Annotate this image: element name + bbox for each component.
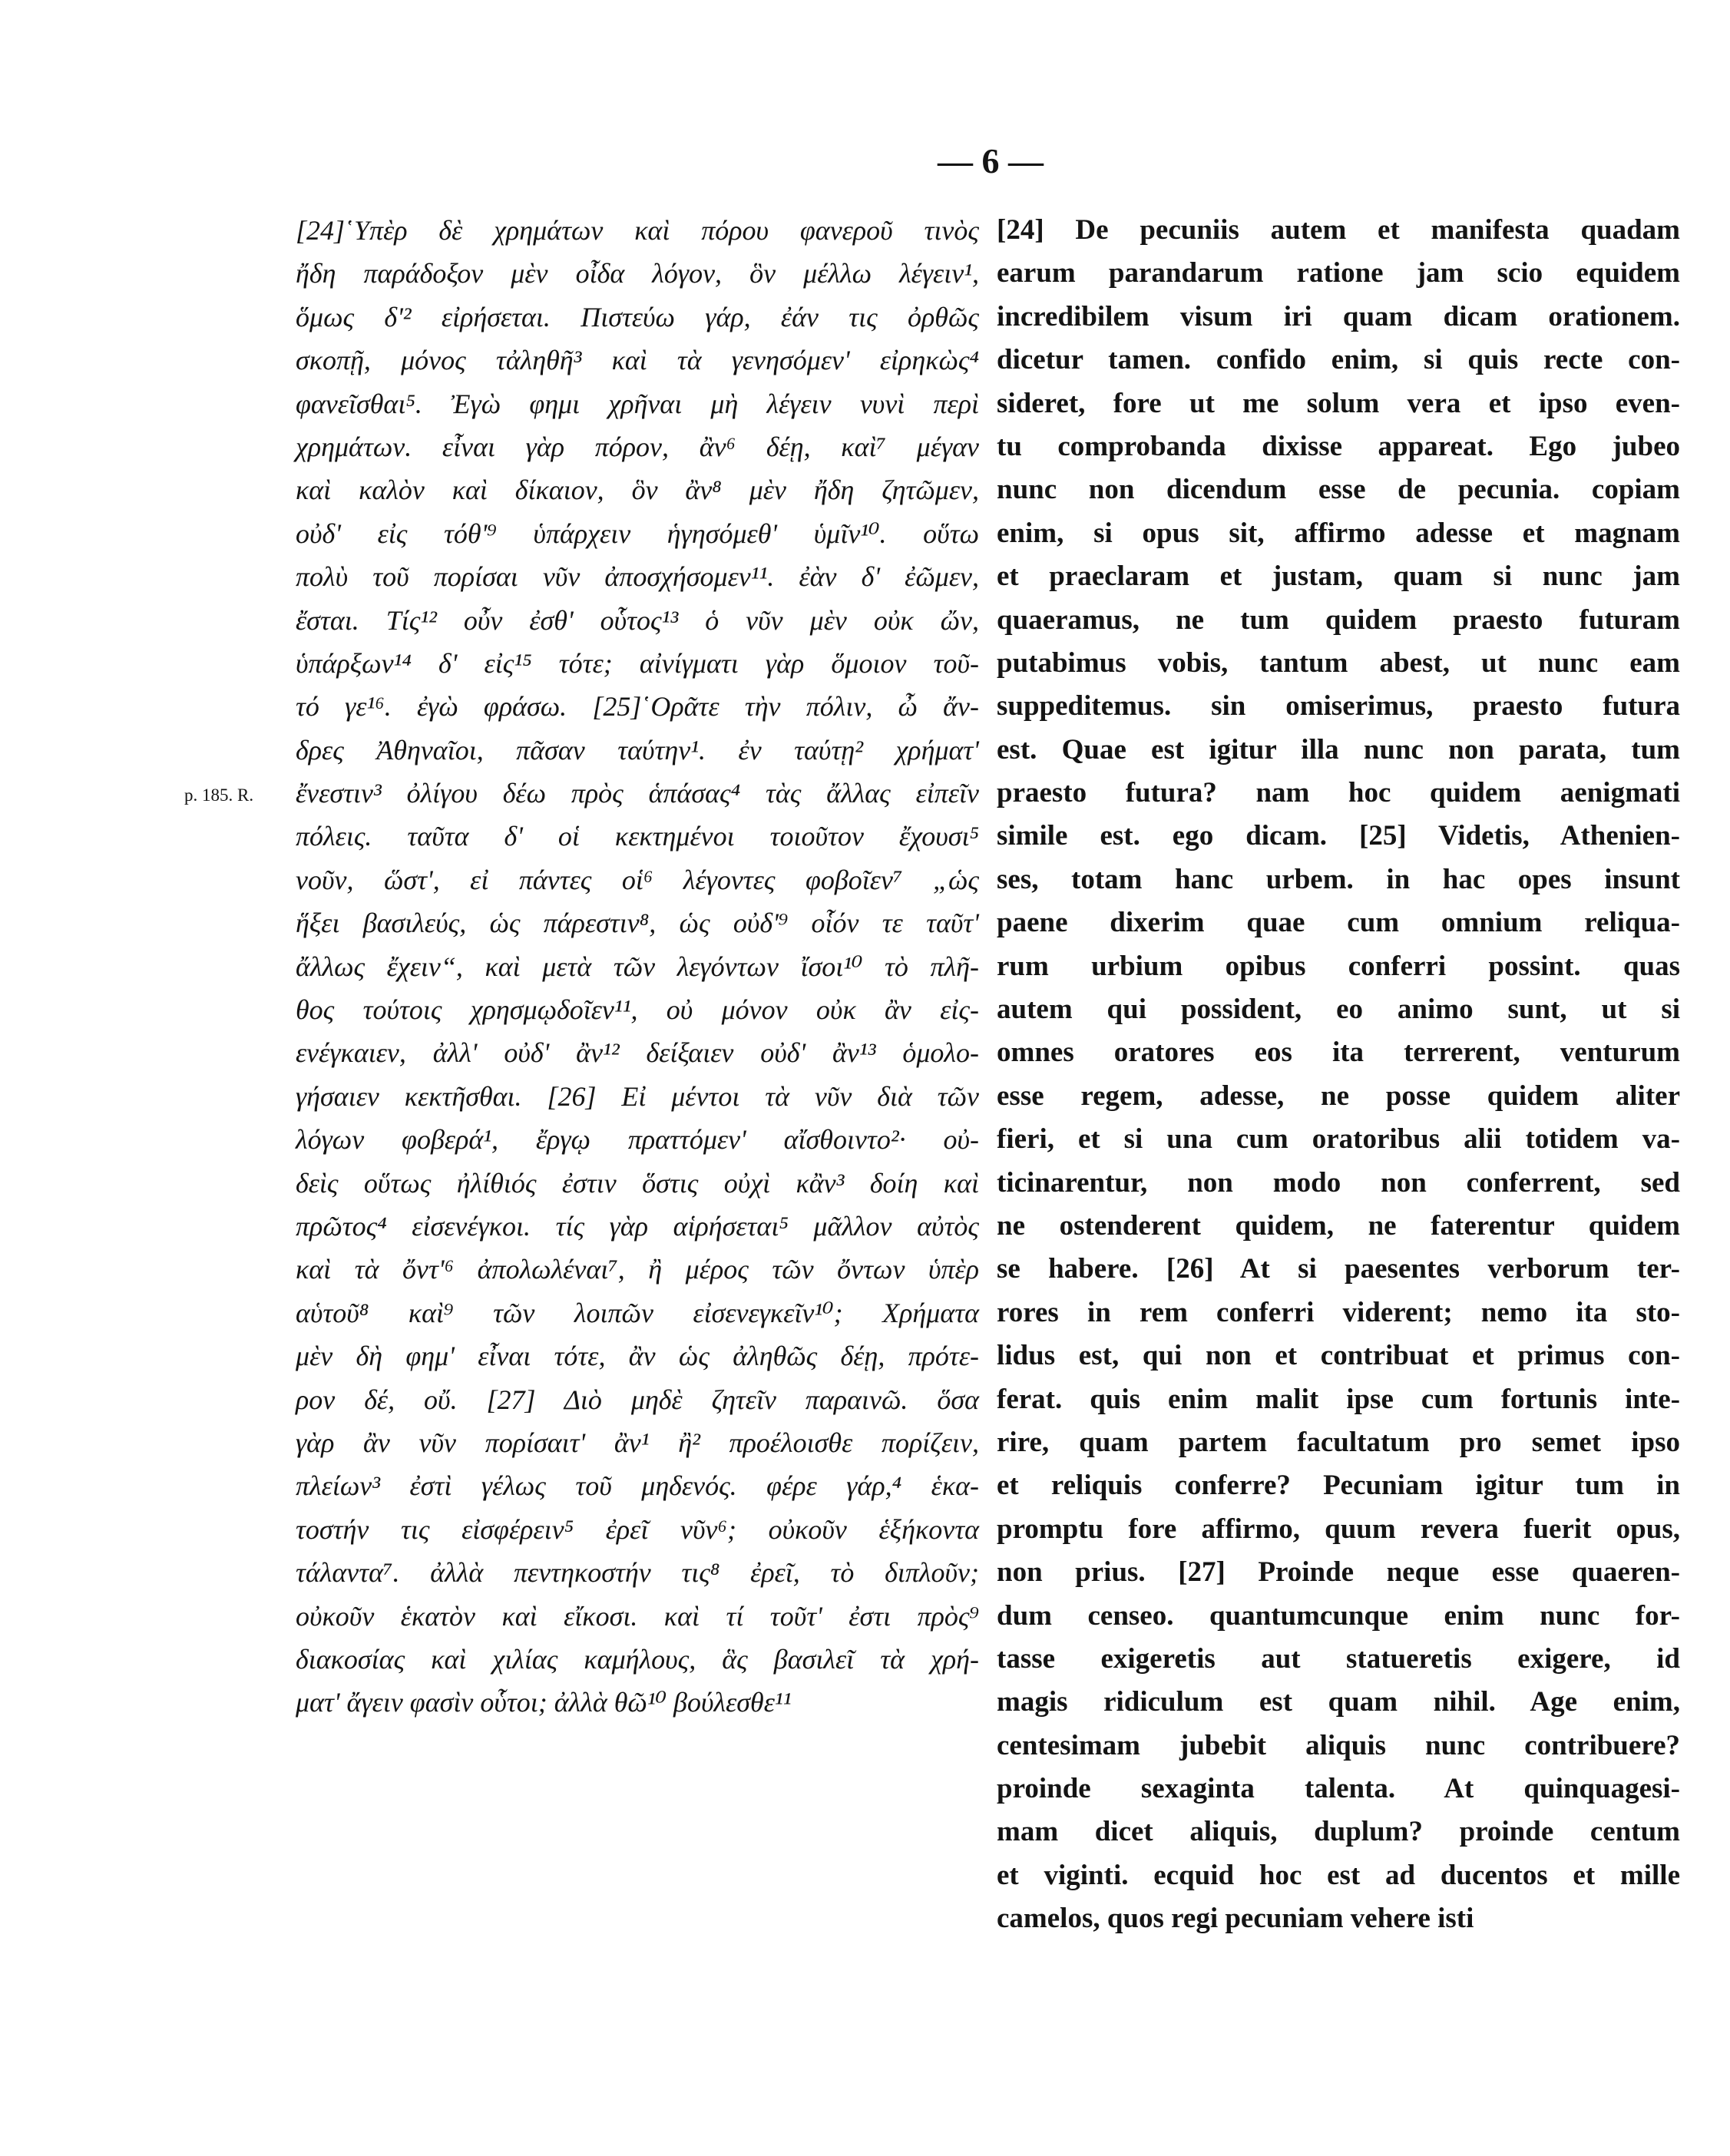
text-line: χρημάτων. εἶναι γὰρ πόρον, ἂν⁶ δέῃ, καὶ⁷ μέγαν: [296, 431, 979, 462]
text-line: μὲν δὴ φημ' εἶναι τότε, ἂν ὡς ἀληθῶς δέῃ, πρότε-: [296, 1341, 979, 1372]
text-line: sideret, fore ut me solum vera et ipso even-: [997, 387, 1680, 419]
text-line: ὅμως δ'² εἰρήσεται. Πιστεύω γάρ, ἐάν τις ὀρθῶς: [296, 301, 979, 332]
text-line: πολὺ τοῦ πορίσαι νῦν ἀποσχήσομεν¹¹. ἐὰν δ' ἐῶμεν,: [296, 561, 979, 593]
text-line: nunc non dicendum esse de pecunia. copiam: [997, 474, 1680, 506]
text-line: γὰρ ἂν νῦν πορίσαιτ' ἂν¹ ἢ² προέλοισθε πορίζειν,: [296, 1427, 979, 1458]
text-line: τό γε¹⁶. ἐγὼ φράσω. [25]῾Ορᾶτε τὴν πόλιν, ὦ ἄν-: [296, 691, 979, 723]
text-line: ενέγκαιεν, ἀλλ' οὐδ' ἂν¹² δείξαιεν οὐδ' ἂν¹³ ὁμολο-: [296, 1037, 979, 1069]
text-line: rire, quam partem facultatum pro semet ipso: [997, 1426, 1680, 1458]
text-line: οὐδ' εἰς τόθ'⁹ ὑπάρχειν ἡγησόμεθ' ὑμῖν¹⁰. οὕτω: [296, 518, 979, 549]
text-line: lidus est, qui non et contribuat et primus con-: [997, 1340, 1680, 1372]
text-line: simile est. ego dicam. [25] Videtis, Athenien-: [997, 820, 1680, 852]
text-line: magis ridiculum est quam nihil. Age enim,: [997, 1686, 1680, 1718]
text-line: ne ostenderent quidem, ne faterentur quidem: [997, 1209, 1680, 1242]
text-line: esse regem, adesse, ne posse quidem aliter: [997, 1080, 1680, 1112]
text-line: fieri, et si una cum oratoribus alii totidem va-: [997, 1123, 1680, 1156]
text-line: promptu fore affirmo, quum revera fuerit opus,: [997, 1513, 1680, 1545]
text-line: et praeclaram et justam, quam si nunc jam: [997, 560, 1680, 593]
text-line: οὐκοῦν ἑκατὸν καὶ εἴκοσι. καὶ τί τοῦτ' ἐστι πρὸς⁹: [296, 1600, 979, 1632]
text-line: ἄλλως ἔχειν“, καὶ μετὰ τῶν λεγόντων ἴσοι¹⁰ τὸ πλῆ-: [296, 951, 979, 982]
text-line: ἔνεστιν³ ὀλίγου δέω πρὸς ἁπάσας⁴ τὰς ἄλλας εἰπεῖν: [296, 778, 979, 809]
text-line: suppeditemus. sin omiserimus, praesto futura: [997, 690, 1680, 723]
text-line: camelos, quos regi pecuniam vehere isti: [997, 1903, 1474, 1935]
text-line: [24] De pecuniis autem et manifesta quadam: [997, 214, 1680, 246]
greek-text-column: [296, 209, 979, 1724]
text-line: enim, si opus sit, affirmo adesse et magnam: [997, 517, 1680, 549]
text-line: ἔσται. Τίς¹² οὖν ἐσθ' οὗτος¹³ ὁ νῦν μὲν οὐκ ὤν,: [296, 604, 979, 636]
text-line: δεὶς οὕτως ἠλίθιός ἐστιν ὅστις οὐχὶ κἂν³ δοίη καὶ: [296, 1167, 979, 1199]
text-line: ὑπάρξων¹⁴ δ' εἰς¹⁵ τότε; αἰνίγματι γὰρ ὅμοιον τοῦ-: [296, 647, 979, 679]
text-line: et reliquis conferre? Pecuniam igitur tum in: [997, 1470, 1680, 1502]
text-line: se habere. [26] At si paesentes verborum ter-: [997, 1253, 1680, 1285]
text-line: praesto futura? nam hoc quidem aenigmati: [997, 777, 1680, 809]
text-line: non prius. [27] Proinde neque esse quaeren-: [997, 1556, 1680, 1589]
text-line: rum urbium opibus conferri possint. quas: [997, 950, 1680, 982]
text-line: πλείων³ ἐστὶ γέλως τοῦ μηδενός. φέρε γάρ,⁴ ἑκα-: [296, 1470, 979, 1502]
text-line: νοῦν, ὥστ', εἰ πάντες οἱ⁶ λέγοντες φοβοῖεν⁷ „ὡς: [296, 864, 979, 895]
text-line: ses, totam hanc urbem. in hac opes insunt: [997, 863, 1680, 895]
text-line: putabimus vobis, tantum abest, ut nunc eam: [997, 646, 1680, 679]
text-line: καὶ καλὸν καὶ δίκαιον, ὃν ἂν⁸ μὲν ἤδη ζητῶμεν,: [296, 475, 979, 506]
text-line: dum censeo. quantumcunque enim nunc for-: [997, 1599, 1680, 1632]
text-line: αὑτοῦ⁸ καὶ⁹ τῶν λοιπῶν εἰσενεγκεῖν¹⁰; Χρήματα: [296, 1297, 979, 1328]
text-line: ἥξει βασιλεύς, ὡς πάρεστιν⁸, ὡς οὐδ'⁹ οἷόν τε ταῦτ': [296, 908, 979, 939]
text-line: πρῶτος⁴ εἰσενέγκοι. τίς γὰρ αἱρήσεται⁵ μᾶλλον αὐτὸς: [296, 1210, 979, 1242]
text-line: proinde sexaginta talenta. At quinquagesi-: [997, 1773, 1680, 1805]
text-line: ἤδη παράδοξον μὲν οἶδα λόγον, ὃν μέλλω λέγειν¹,: [296, 258, 979, 289]
margin-reference-note: p. 185. R.: [184, 785, 254, 805]
page-number: — 6 —: [938, 141, 1044, 180]
text-line: tu comprobanda dixisse appareat. Ego jubeo: [997, 430, 1680, 462]
text-line: mam dicet aliquis, duplum? proinde centum: [997, 1816, 1680, 1848]
text-line: est. Quae est igitur illa nunc non parata, tum: [997, 733, 1680, 766]
text-line: rores in rem conferri viderent; nemo ita sto-: [997, 1296, 1680, 1328]
text-line: earum parandarum ratione jam scio equidem: [997, 257, 1680, 289]
text-line: ticinarentur, non modo non conferrent, sed: [997, 1166, 1680, 1199]
text-line: autem qui possident, eo animo sunt, ut si: [997, 994, 1680, 1026]
text-line: τοστήν τις εἰσφέρειν⁵ ἐρεῖ νῦν⁶; οὐκοῦν ἑξήκοντα: [296, 1513, 979, 1545]
text-line: λόγων φοβερά¹, ἔργῳ πραττόμεν' αἴσθοιντο²· οὐ-: [296, 1124, 979, 1156]
text-line: φανεῖσθαι⁵. Ἐγὼ φημι χρῆναι μὴ λέγειν νυνὶ περὶ: [296, 388, 979, 419]
text-line: σκοπῇ, μόνος τἀληθῆ³ καὶ τὰ γενησόμεν' εἰρηκὼς⁴: [296, 345, 979, 376]
text-line: paene dixerim quae cum omnium reliqua-: [997, 907, 1680, 939]
text-line: καὶ τὰ ὄντ'⁶ ἀπολωλέναι⁷, ἢ μέρος τῶν ὄντων ὑπὲρ: [296, 1254, 979, 1285]
text-line: γήσαιεν κεκτῆσθαι. [26] Εἰ μέντοι τὰ νῦν διὰ τῶν: [296, 1080, 979, 1112]
text-line: tasse exigeretis aut statueretis exigere, id: [997, 1642, 1680, 1675]
text-line: [24]῾Υπὲρ δὲ χρημάτων καὶ πόρου φανεροῦ τινὸς: [296, 215, 979, 246]
text-line: et viginti. ecquid hoc est ad ducentos et mille: [997, 1859, 1680, 1891]
text-line: ματ' ἄγειν φασὶν οὗτοι; ἀλλὰ θῶ¹⁰ βούλεσθε¹¹: [296, 1687, 792, 1718]
text-line: centesimam jubebit aliquis nunc contribuere?: [997, 1729, 1680, 1761]
text-line: ρον δέ, οὔ. [27] Διὸ μηδὲ ζητεῖν παραινῶ. ὅσα: [296, 1384, 979, 1415]
text-line: δρες Ἀθηναῖοι, πᾶσαν ταύτην¹. ἐν ταύτῃ² χρήματ': [296, 734, 979, 766]
text-line: ferat. quis enim malit ipse cum fortunis inte-: [997, 1383, 1680, 1415]
text-line: πόλεις. ταῦτα δ' οἱ κεκτημένοι τοιοῦτον ἔχουσι⁵: [296, 821, 979, 852]
text-line: θος τούτοις χρησμῳδοῖεν¹¹, οὐ μόνον οὐκ ἂν εἰς-: [296, 994, 979, 1026]
text-line: τάλαντα⁷. ἀλλὰ πεντηκοστήν τις⁸ ἐρεῖ, τὸ διπλοῦν;: [296, 1557, 979, 1589]
text-line: διακοσίας καὶ χιλίας καμήλους, ἃς βασιλεῖ τὰ χρή-: [296, 1643, 979, 1675]
text-line: quaeramus, ne tum quidem praesto futuram: [997, 603, 1680, 636]
text-line: dicetur tamen. confido enim, si quis recte con-: [997, 344, 1680, 376]
text-line: incredibilem visum iri quam dicam orationem.: [997, 300, 1680, 332]
latin-text-column: [997, 209, 1680, 1941]
text-line: omnes oratores eos ita terrerent, venturum: [997, 1037, 1680, 1069]
